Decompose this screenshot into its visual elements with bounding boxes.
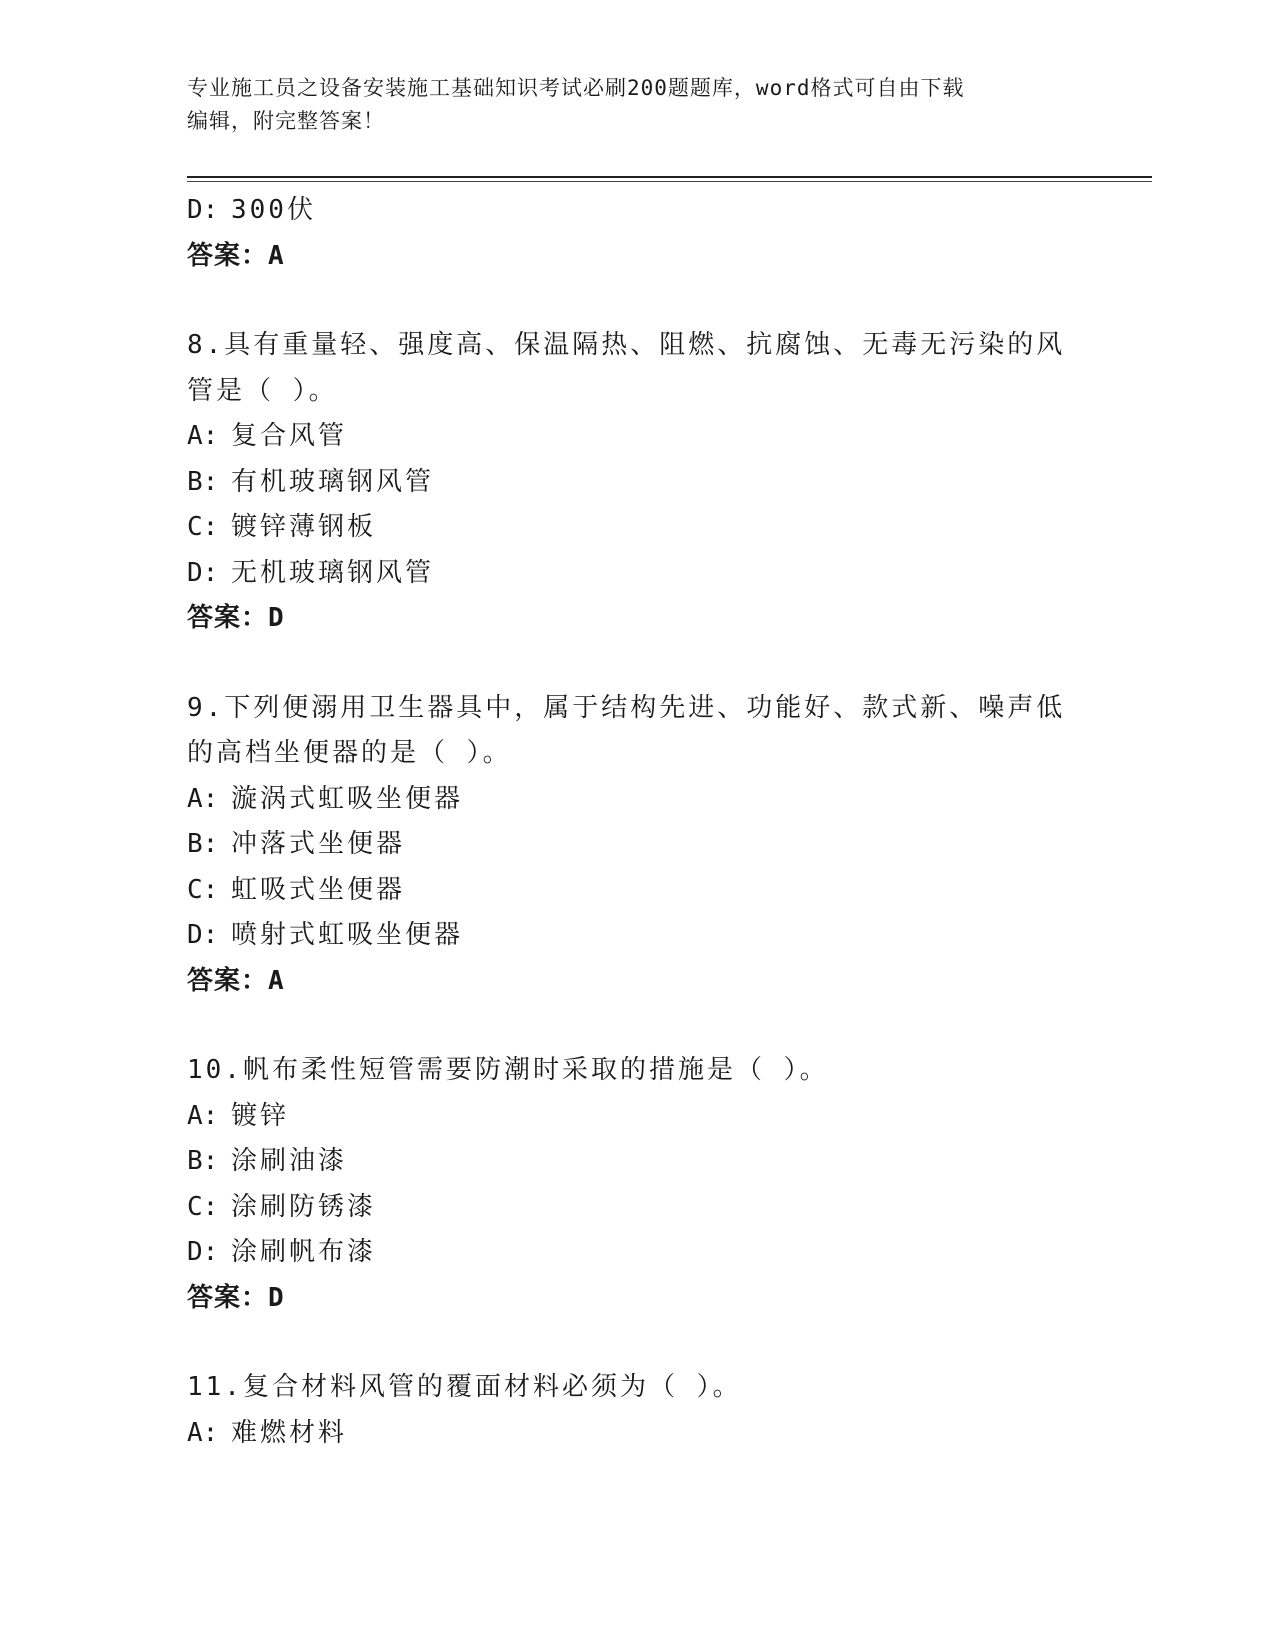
option-a [187,777,1067,823]
answer-line: 答案：D [187,1282,285,1313]
question-8 [187,323,1067,642]
option-text: 虹吸式坐便器 [231,874,406,905]
option-text: 镀锌薄钢板 [231,512,377,542]
option-c [187,868,1067,914]
document-content [187,188,1067,1456]
option-d [187,913,1067,959]
option-text: 无机玻璃钢风管 [231,557,435,588]
answer-line: 答案：D [187,603,285,633]
option-key: C: [187,512,219,542]
option-key: A: [187,421,219,451]
question-10 [187,1048,1067,1321]
option-d [187,1230,1067,1276]
option-b [187,460,1067,506]
question-11 [187,1365,1067,1456]
option-d [187,551,1067,597]
question-stem [187,323,1067,414]
option-d [187,188,1067,234]
question-9 [187,686,1067,1005]
option-key: D: [187,557,219,588]
answer-line: 答案：A [187,240,285,271]
option-key: C: [187,874,219,905]
question-stem-line-1: 10.帆布柔性短管需要防潮时采取的措施是（ ）。 [187,1055,829,1085]
option-a [187,1411,1067,1457]
option-text: 漩涡式虹吸坐便器 [231,783,464,814]
option-b [187,822,1067,868]
option-key: A: [187,1100,219,1131]
question-stem-line-1: 8.具有重量轻、强度高、保温隔热、阻燃、抗腐蚀、无毒无污染的风 [187,330,1066,360]
option-text: 镀锌 [231,1100,290,1131]
question-stem [187,686,1067,777]
answer-line: 答案：A [187,965,285,996]
option-key: B: [187,466,219,497]
header-line-1: 专业施工员之设备安装施工基础知识考试必刷200题题库，word格式可自由下载 [187,76,965,100]
option-text: 喷射式虹吸坐便器 [231,920,464,950]
question-stem [187,1365,1067,1411]
option-c [187,505,1067,551]
question-stem-line-2: 的高档坐便器的是（ ）。 [187,738,512,768]
question-stem [187,1048,1067,1094]
option-key: D: [187,920,219,950]
option-a [187,414,1067,460]
option-text: 冲落式坐便器 [231,829,406,859]
option-key: C: [187,1191,219,1222]
header-rule-thin [187,181,1152,182]
header-rule-thick [187,176,1152,178]
option-text: 难燃材料 [231,1417,348,1448]
option-key: B: [187,829,219,859]
question-stem-line-1: 9.下列便溺用卫生器具中，属于结构先进、功能好、款式新、噪声低 [187,692,1066,723]
previous-question-tail [187,188,1067,279]
question-stem-line-1: 11.复合材料风管的覆面材料必须为（ ）。 [187,1372,742,1402]
option-key: D: [187,1237,219,1267]
option-key: B: [187,1146,219,1176]
question-stem-line-2: 管是（ ）。 [187,375,338,406]
option-text: 复合风管 [231,421,348,451]
option-key: A: [187,1417,219,1448]
option-text: 涂刷防锈漆 [231,1191,377,1222]
option-c [187,1185,1067,1231]
option-a [187,1094,1067,1140]
option-text: 涂刷帆布漆 [231,1237,377,1267]
header-line-2: 编辑，附完整答案！ [187,109,385,133]
option-text: 300伏 [231,195,316,225]
option-b [187,1139,1067,1185]
option-key: D: [187,195,219,225]
document-header [187,72,1087,138]
option-key: A: [187,783,219,814]
option-text: 涂刷油漆 [231,1146,348,1176]
option-text: 有机玻璃钢风管 [231,466,435,497]
